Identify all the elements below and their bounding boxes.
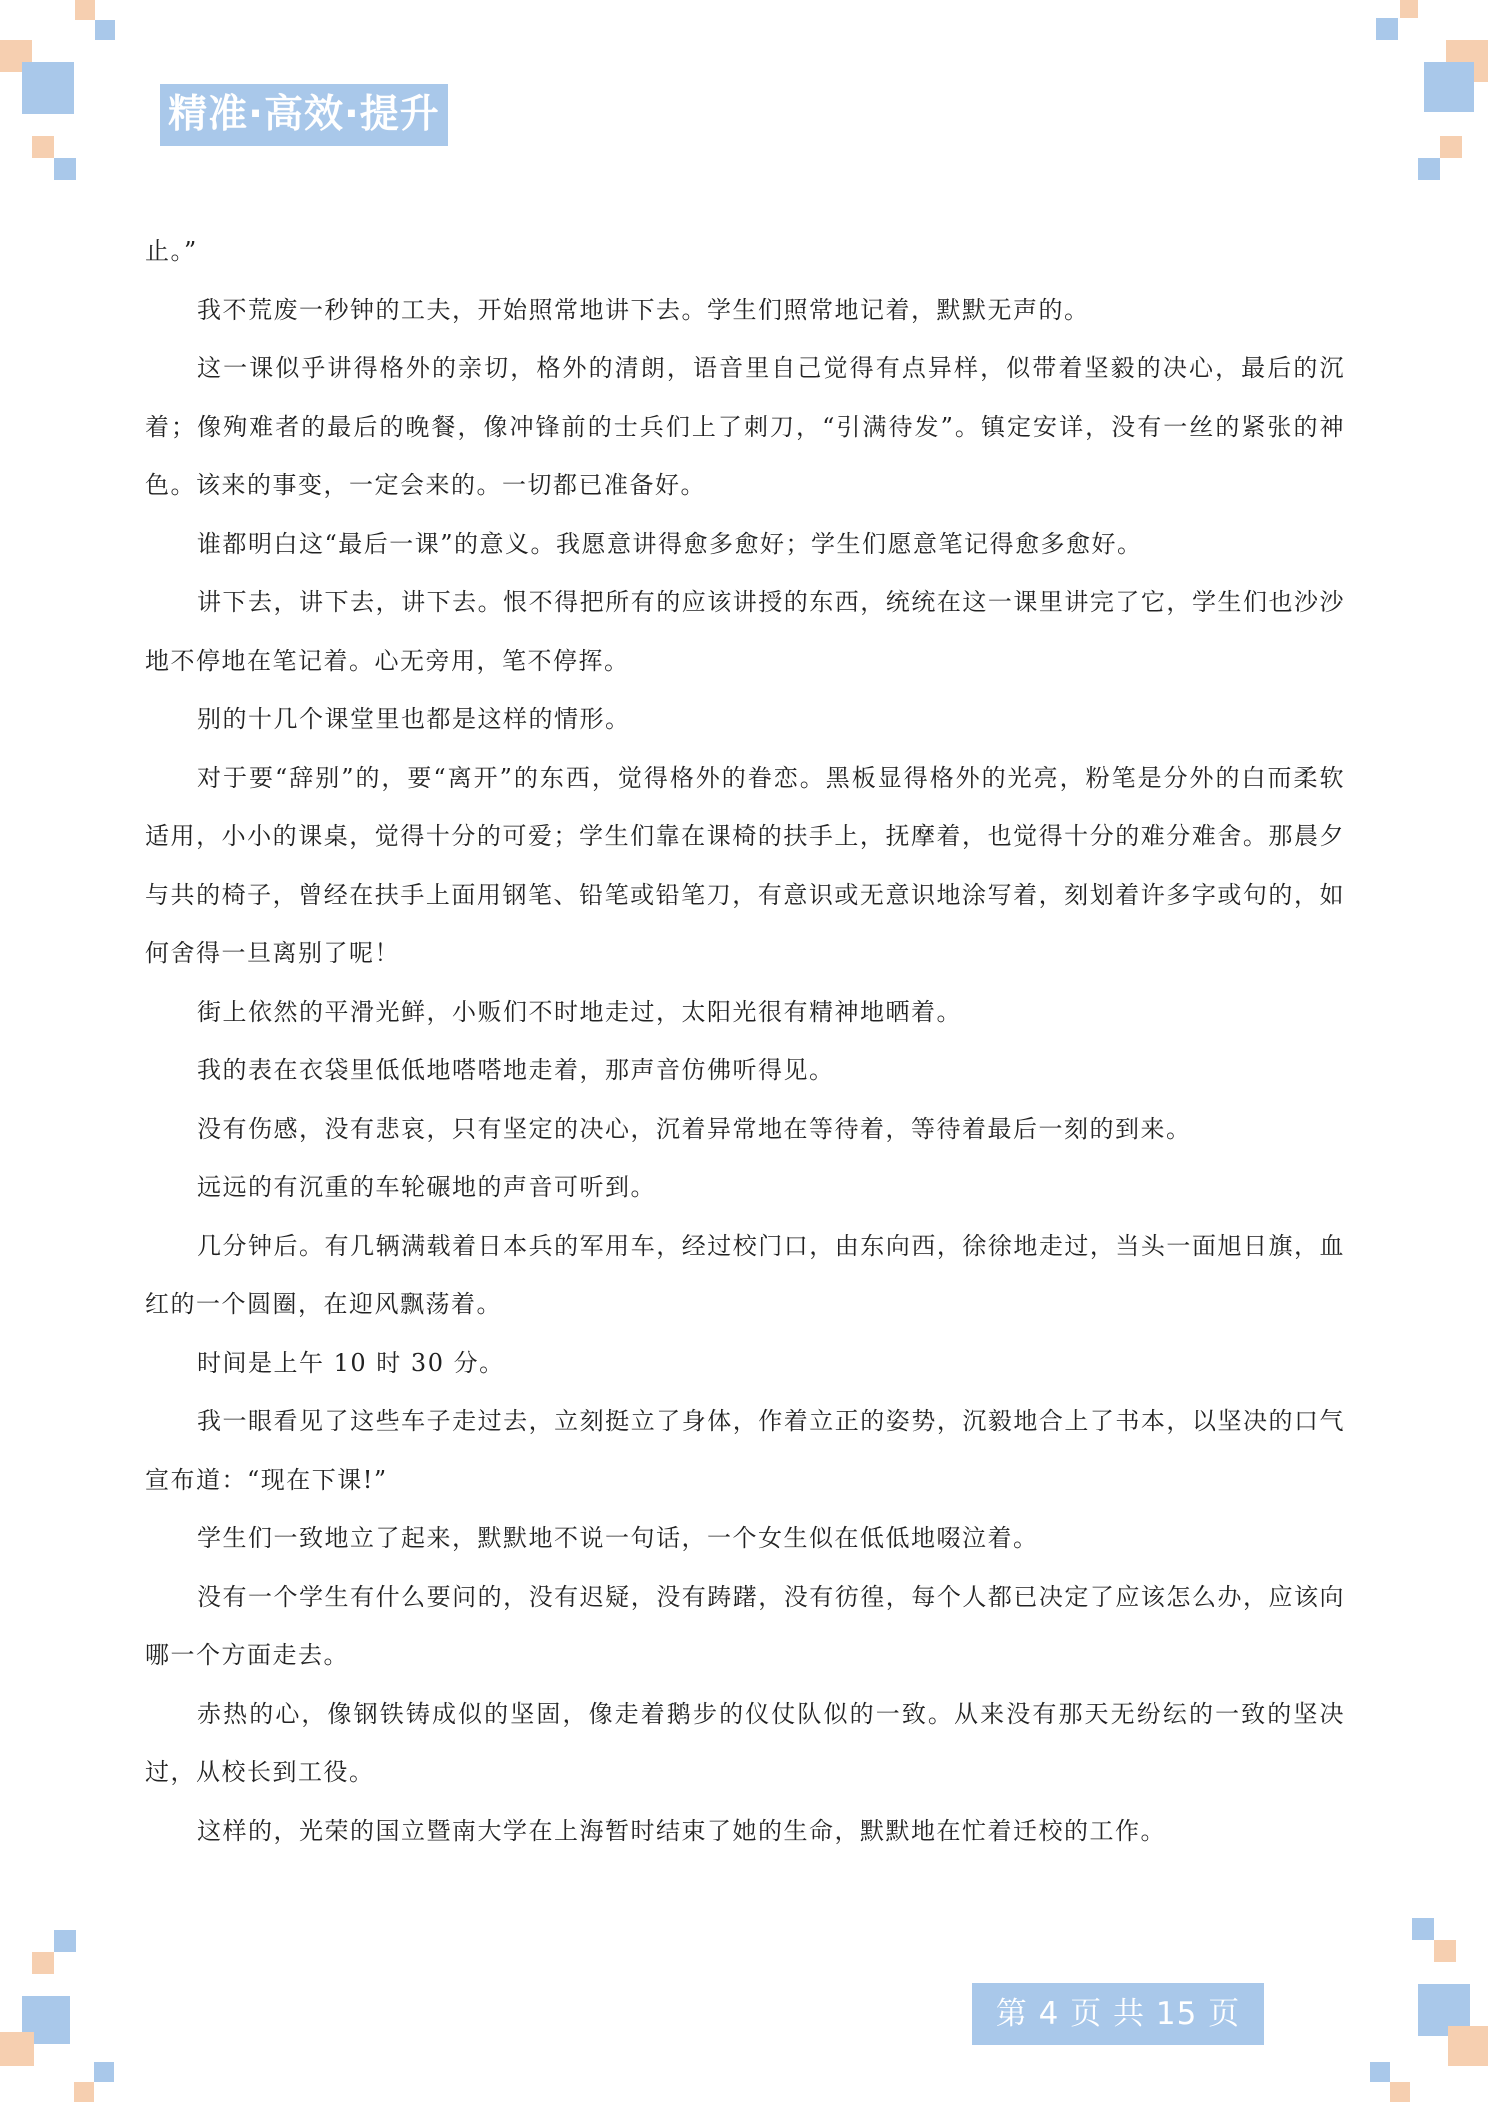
paragraph: 谁都明白这“最后一课”的意义。我愿意讲得愈多愈好；学生们愿意笔记得愈多愈好。 bbox=[197, 529, 1143, 558]
decor-square bbox=[0, 2032, 34, 2066]
paragraph: 没有伤感，没有悲哀，只有坚定的决心，沉着异常地在等待着，等待着最后一刻的到来。 bbox=[197, 1114, 1192, 1143]
decor-square bbox=[74, 2082, 94, 2102]
paragraph: 学生们一致地立了起来，默默地不说一句话，一个女生似在低低地啜泣着。 bbox=[197, 1524, 1039, 1552]
decor-square bbox=[32, 1952, 54, 1974]
paragraph: 我的表在衣袋里低低地嗒嗒地走着，那声音仿佛听得见。 bbox=[197, 1056, 835, 1084]
decor-square bbox=[1370, 2062, 1390, 2082]
header-badge-text: 精准·高效·提升 bbox=[168, 92, 440, 137]
paragraph: 这样的，光荣的国立暨南大学在上海暂时结束了她的生命，默默地在忙着迁校的工作。 bbox=[197, 1816, 1166, 1845]
paragraph: 别的十几个课堂里也都是这样的情形。 bbox=[197, 705, 631, 733]
decor-square bbox=[32, 136, 54, 158]
paragraph: 我一眼看见了这些车子走过去，立刻挺立了身体，作着立正的姿势，沉毅地合上了书本，以坚决的口气宣布道：“现在下课!” bbox=[145, 1407, 1345, 1494]
decor-square bbox=[75, 0, 95, 20]
decor-square bbox=[1440, 136, 1462, 158]
decor-square bbox=[1424, 62, 1474, 112]
paragraph: 几分钟后。有几辆满载着日本兵的军用车，经过校门口，由东向西，徐徐地走过，当头一面旭日旗，血红的一个圆圈，在迎风飘荡着。 bbox=[145, 1231, 1345, 1318]
paragraph: 时间是上午 10 时 30 分。 bbox=[197, 1348, 505, 1377]
decor-square bbox=[1376, 18, 1398, 40]
header-badge bbox=[160, 84, 448, 146]
page-indicator-text: 第 4 页 共 15 页 bbox=[995, 1996, 1241, 2032]
decor-square bbox=[22, 62, 74, 114]
decor-square bbox=[54, 1930, 76, 1952]
paragraph: 我不荒废一秒钟的工夫，开始照常地讲下去。学生们照常地记着，默默无声的。 bbox=[197, 295, 1090, 324]
decor-square bbox=[95, 20, 115, 40]
decor-square bbox=[1418, 158, 1440, 180]
decor-square bbox=[1412, 1918, 1434, 1940]
decor-square bbox=[94, 2062, 114, 2082]
decor-square bbox=[1390, 2082, 1410, 2102]
decor-square bbox=[1434, 1940, 1456, 1962]
decor-square bbox=[1400, 0, 1418, 18]
paragraph: 远远的有沉重的车轮碾地的声音可听到。 bbox=[197, 1173, 656, 1201]
decor-square bbox=[54, 158, 76, 180]
paragraph: 对于要“辞别”的，要“离开”的东西，觉得格外的眷恋。黑板显得格外的光亮，粉笔是分外的白而柔软适用，小小的课桌，觉得十分的可爱；学生们靠在课椅的扶手上，抚摩着，也觉得十分的难分难舍。那晨夕与共的椅子，曾经在扶手上面用钢笔、铅笔或铅笔刀，有意识或无意识地涂写着，刻划着许多字或句的，如何舍得一旦离别了呢！ bbox=[145, 763, 1345, 967]
paragraph: 这一课似乎讲得格外的亲切，格外的清朗，语音里自己觉得有点异样，似带着坚毅的决心，最后的沉着；像殉难者的最后的晚餐，像冲锋前的士兵们上了刺刀，“引满待发”。镇定安详，没有一丝的紧张的神色。该来的事变，一定会来的。一切都已准备好。 bbox=[145, 354, 1345, 499]
paragraph: 街上依然的平滑光鲜，小贩们不时地走过，太阳光很有精神地晒着。 bbox=[197, 997, 962, 1026]
decor-square bbox=[1448, 2026, 1488, 2066]
page-indicator bbox=[972, 1983, 1264, 2045]
paragraph: 讲下去，讲下去，讲下去。恨不得把所有的应该讲授的东西，统统在这一课里讲完了它，学生们也沙沙地不停地在笔记着。心无旁用，笔不停挥。 bbox=[145, 588, 1345, 675]
document-body bbox=[145, 222, 1345, 1860]
paragraph: 没有一个学生有什么要问的，没有迟疑，没有踌躇，没有彷徨，每个人都已决定了应该怎么办，应该向哪一个方面走去。 bbox=[145, 1582, 1345, 1669]
paragraph: 赤热的心，像钢铁铸成似的坚固，像走着鹅步的仪仗队似的一致。从来没有那天无纷纭的一致的坚决过，从校长到工役。 bbox=[145, 1699, 1345, 1786]
paragraph: 止。” bbox=[145, 237, 198, 265]
